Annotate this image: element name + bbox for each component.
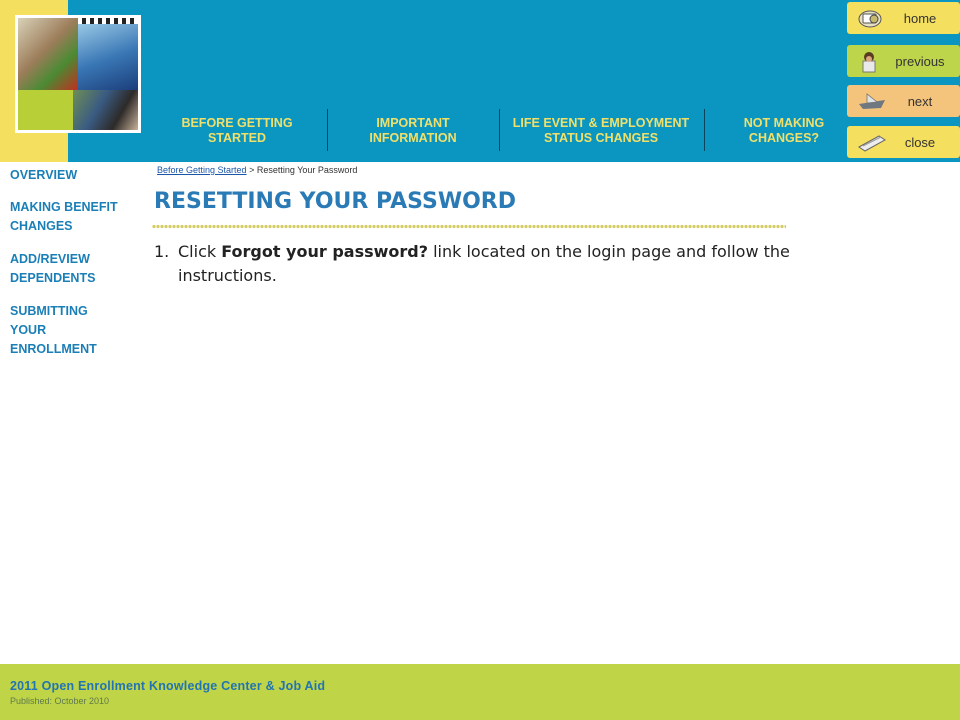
nav-divider [327, 109, 328, 151]
footer-title: 2011 Open Enrollment Knowledge Center & Job Aid [10, 679, 326, 693]
breadcrumb-current: Resetting Your Password [256, 165, 358, 175]
previous-button[interactable] [847, 45, 960, 77]
close-button[interactable] [847, 126, 960, 158]
nav-tab-before-getting-started[interactable]: BEFORE GETTING STARTED [181, 116, 293, 145]
boat-icon [857, 90, 881, 112]
breadcrumb [157, 165, 357, 175]
page-title: RESETTING YOUR PASSWORD [154, 189, 516, 214]
sidebar-item-overview[interactable]: OVERVIEW [10, 168, 78, 182]
header-banner [0, 0, 960, 162]
person-icon [857, 50, 881, 72]
photo-family-outdoors [73, 90, 138, 130]
step-number: 1. [154, 242, 170, 261]
breadcrumb-link-before-getting-started[interactable]: Before Getting Started [157, 165, 247, 175]
step-text [178, 240, 814, 288]
photo-film-strip [78, 18, 138, 90]
step-link-forgot-password: Forgot your password? [221, 242, 429, 261]
previous-label: previous [895, 53, 945, 69]
home-button[interactable] [847, 2, 960, 34]
nav-divider [704, 109, 705, 151]
close-label: close [904, 134, 936, 150]
home-label: home [903, 10, 937, 26]
sidebar-item-making-benefit-changes[interactable]: MAKING BENEFIT CHANGES [10, 200, 118, 233]
next-button[interactable] [847, 85, 960, 117]
nav-tab-not-making-changes[interactable]: NOT MAKING CHANGES? [743, 116, 825, 145]
photo-green-tile [18, 90, 73, 130]
step-suffix: link located on the login page and follow the instructions. [178, 242, 790, 285]
footer-published-date: Published: October 2010 [10, 696, 110, 706]
nav-tab-important-information[interactable]: IMPORTANT INFORMATION [369, 116, 457, 145]
title-dotted-divider [152, 224, 786, 229]
footer [0, 664, 960, 720]
sidebar-item-submitting-your-enrollment[interactable]: SUBMITTING YOUR ENROLLMENT [10, 304, 97, 356]
header-photo-collage [15, 15, 141, 133]
next-label: next [907, 93, 933, 109]
nav-divider [499, 109, 500, 151]
step-prefix: Click [178, 242, 222, 261]
home-icon [857, 7, 881, 29]
nav-tab-life-event[interactable]: LIFE EVENT & EMPLOYMENT STATUS CHANGES [512, 116, 690, 145]
photo-woman-with-food [18, 18, 78, 90]
breadcrumb-separator: > [249, 165, 255, 175]
pencil-icon [857, 131, 881, 153]
sidebar-item-add-review-dependents[interactable]: ADD/REVIEW DEPENDENTS [10, 252, 96, 285]
instruction-step [154, 240, 814, 288]
